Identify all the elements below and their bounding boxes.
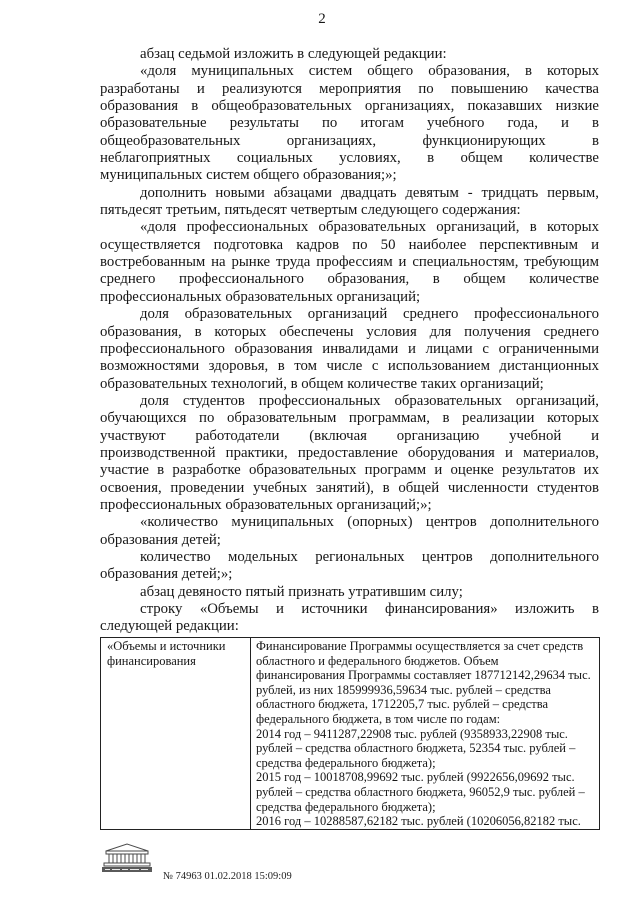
table-value-line: средства федерального бюджета); [256,755,436,770]
text-line: строку «Объемы и источники финансирования» изложить в [140,601,599,617]
table-value-line: федерального бюджета, в том числе по годам: [256,711,501,726]
text-line: доля образовательных организаций среднего профессионального [140,306,599,323]
financing-table [100,637,600,830]
text-line: обучающихся по образовательным программам, в реализации которых [100,410,599,427]
table-label-cell [101,638,251,829]
table-value-line: областного и федерального бюджетов. Объем [256,653,499,668]
text-line: образования, в которых обеспечены условия для получения среднего [100,323,599,340]
text-line: производственной практики, предоставление оборудования и материалов, [100,444,599,461]
text-line: «доля профессиональных образовательных организаций, в которых [140,219,599,236]
registration-number: № 74963 01.02.2018 15:09:09 [163,871,292,882]
paragraph [100,63,599,184]
text-line: образования детей;»; [100,566,233,583]
text-line: «доля муниципальных систем общего образования, в которых [140,63,599,80]
table-value-line: рублей – средства областного бюджета, 96052,9 тыс. рублей – [256,784,585,799]
registry-building-logo [99,842,155,874]
text-line: муниципальных систем общего образования;»; [100,167,397,184]
text-line: образования детей; [100,531,221,548]
page-number: 2 [318,11,326,27]
paragraph [100,393,599,514]
text-line: общеобразовательных организациях, функционирующих в [100,132,599,149]
text-line: профессионального образования инвалидами и лицами с ограниченными [100,340,599,357]
text-line: профессиональных образовательных организаций;»; [100,496,432,513]
text-line: доля студентов профессиональных образовательных организаций, [140,392,599,409]
text-line: следующей редакции: [100,618,239,635]
table-label-line: «Объемы и источники [107,639,226,653]
paragraph [100,514,599,549]
document-body [100,46,599,636]
text-line: участие в разработке образовательных программ и оценке результатов их [100,462,599,479]
table-label-line: финансирования [107,653,196,668]
text-line: возможностями здоровья, в том числе с использованием дистанционных [100,358,599,375]
text-line: дополнить новыми абзацами двадцать девятым - тридцать первым, [140,184,599,201]
table-value-line: средства федерального бюджета); [256,799,436,814]
paragraph [100,46,599,63]
text-line: среднего профессионального образования, в общем количестве [100,271,599,288]
text-line: востребованным на рынке труда профессиям и специальностям, требующим [100,254,599,271]
text-line: участвуют работодатели (включая организацию учебной и [100,427,599,444]
paragraph [100,584,599,601]
text-line: образовательных технологий, в общем количестве таких организаций; [100,375,544,392]
table-value-cell [251,638,599,829]
text-line: освоения, проведении учебных занятий), в общей численности студентов [100,479,599,496]
table-value-line: областного бюджета, 1712205,7 тыс. рублей – средства [256,697,549,712]
text-line: абзац девяносто пятый признать утратившим силу; [140,583,463,600]
paragraph [100,601,599,636]
table-value-line: 2014 год – 9411287,22908 тыс. рублей (9358933,22908 тыс. [256,726,568,741]
table-value-line: финансирования Программы составляет 187712142,29634 тыс. [256,668,591,683]
table-value-line: рублей, из них 185999936,59634 тыс. рублей – средства [256,682,551,697]
text-line: «количество муниципальных (опорных) центров дополнительного [140,514,599,531]
text-line: разработаны и реализуются мероприятия по повышению качества [100,80,599,97]
text-line: профессиональных образовательных организаций; [100,288,421,305]
table-value-line: Финансирование Программы осуществляется за счет средств [256,639,584,653]
text-line: пятьдесят третьим, пятьдесят четвертым следующего содержания: [100,202,521,219]
text-line: образовательные результаты по итогам учебного года, и в [100,115,599,132]
text-line: абзац седьмой изложить в следующей редакции: [140,46,447,62]
paragraph [100,219,599,306]
table-value-line: 2016 год – 10288587,62182 тыс. рублей (10206056,82182 тыс. [256,814,581,829]
text-line: количество модельных региональных центров дополнительного [140,548,599,565]
table-value-line: рублей – средства областного бюджета, 52354 тыс. рублей – [256,741,576,756]
paragraph [100,549,599,584]
paragraph [100,306,599,393]
paragraph [100,185,599,220]
text-line: осуществляется подготовка кадров по 50 наиболее перспективным и [100,236,599,253]
table-value-line: 2015 год – 10018708,99692 тыс. рублей (9922656,09692 тыс. [256,770,575,785]
text-line: неблагоприятных социальных условиях, в общем количестве [100,150,599,167]
text-line: образования в общеобразовательных организациях, показавших низкие [100,98,599,115]
